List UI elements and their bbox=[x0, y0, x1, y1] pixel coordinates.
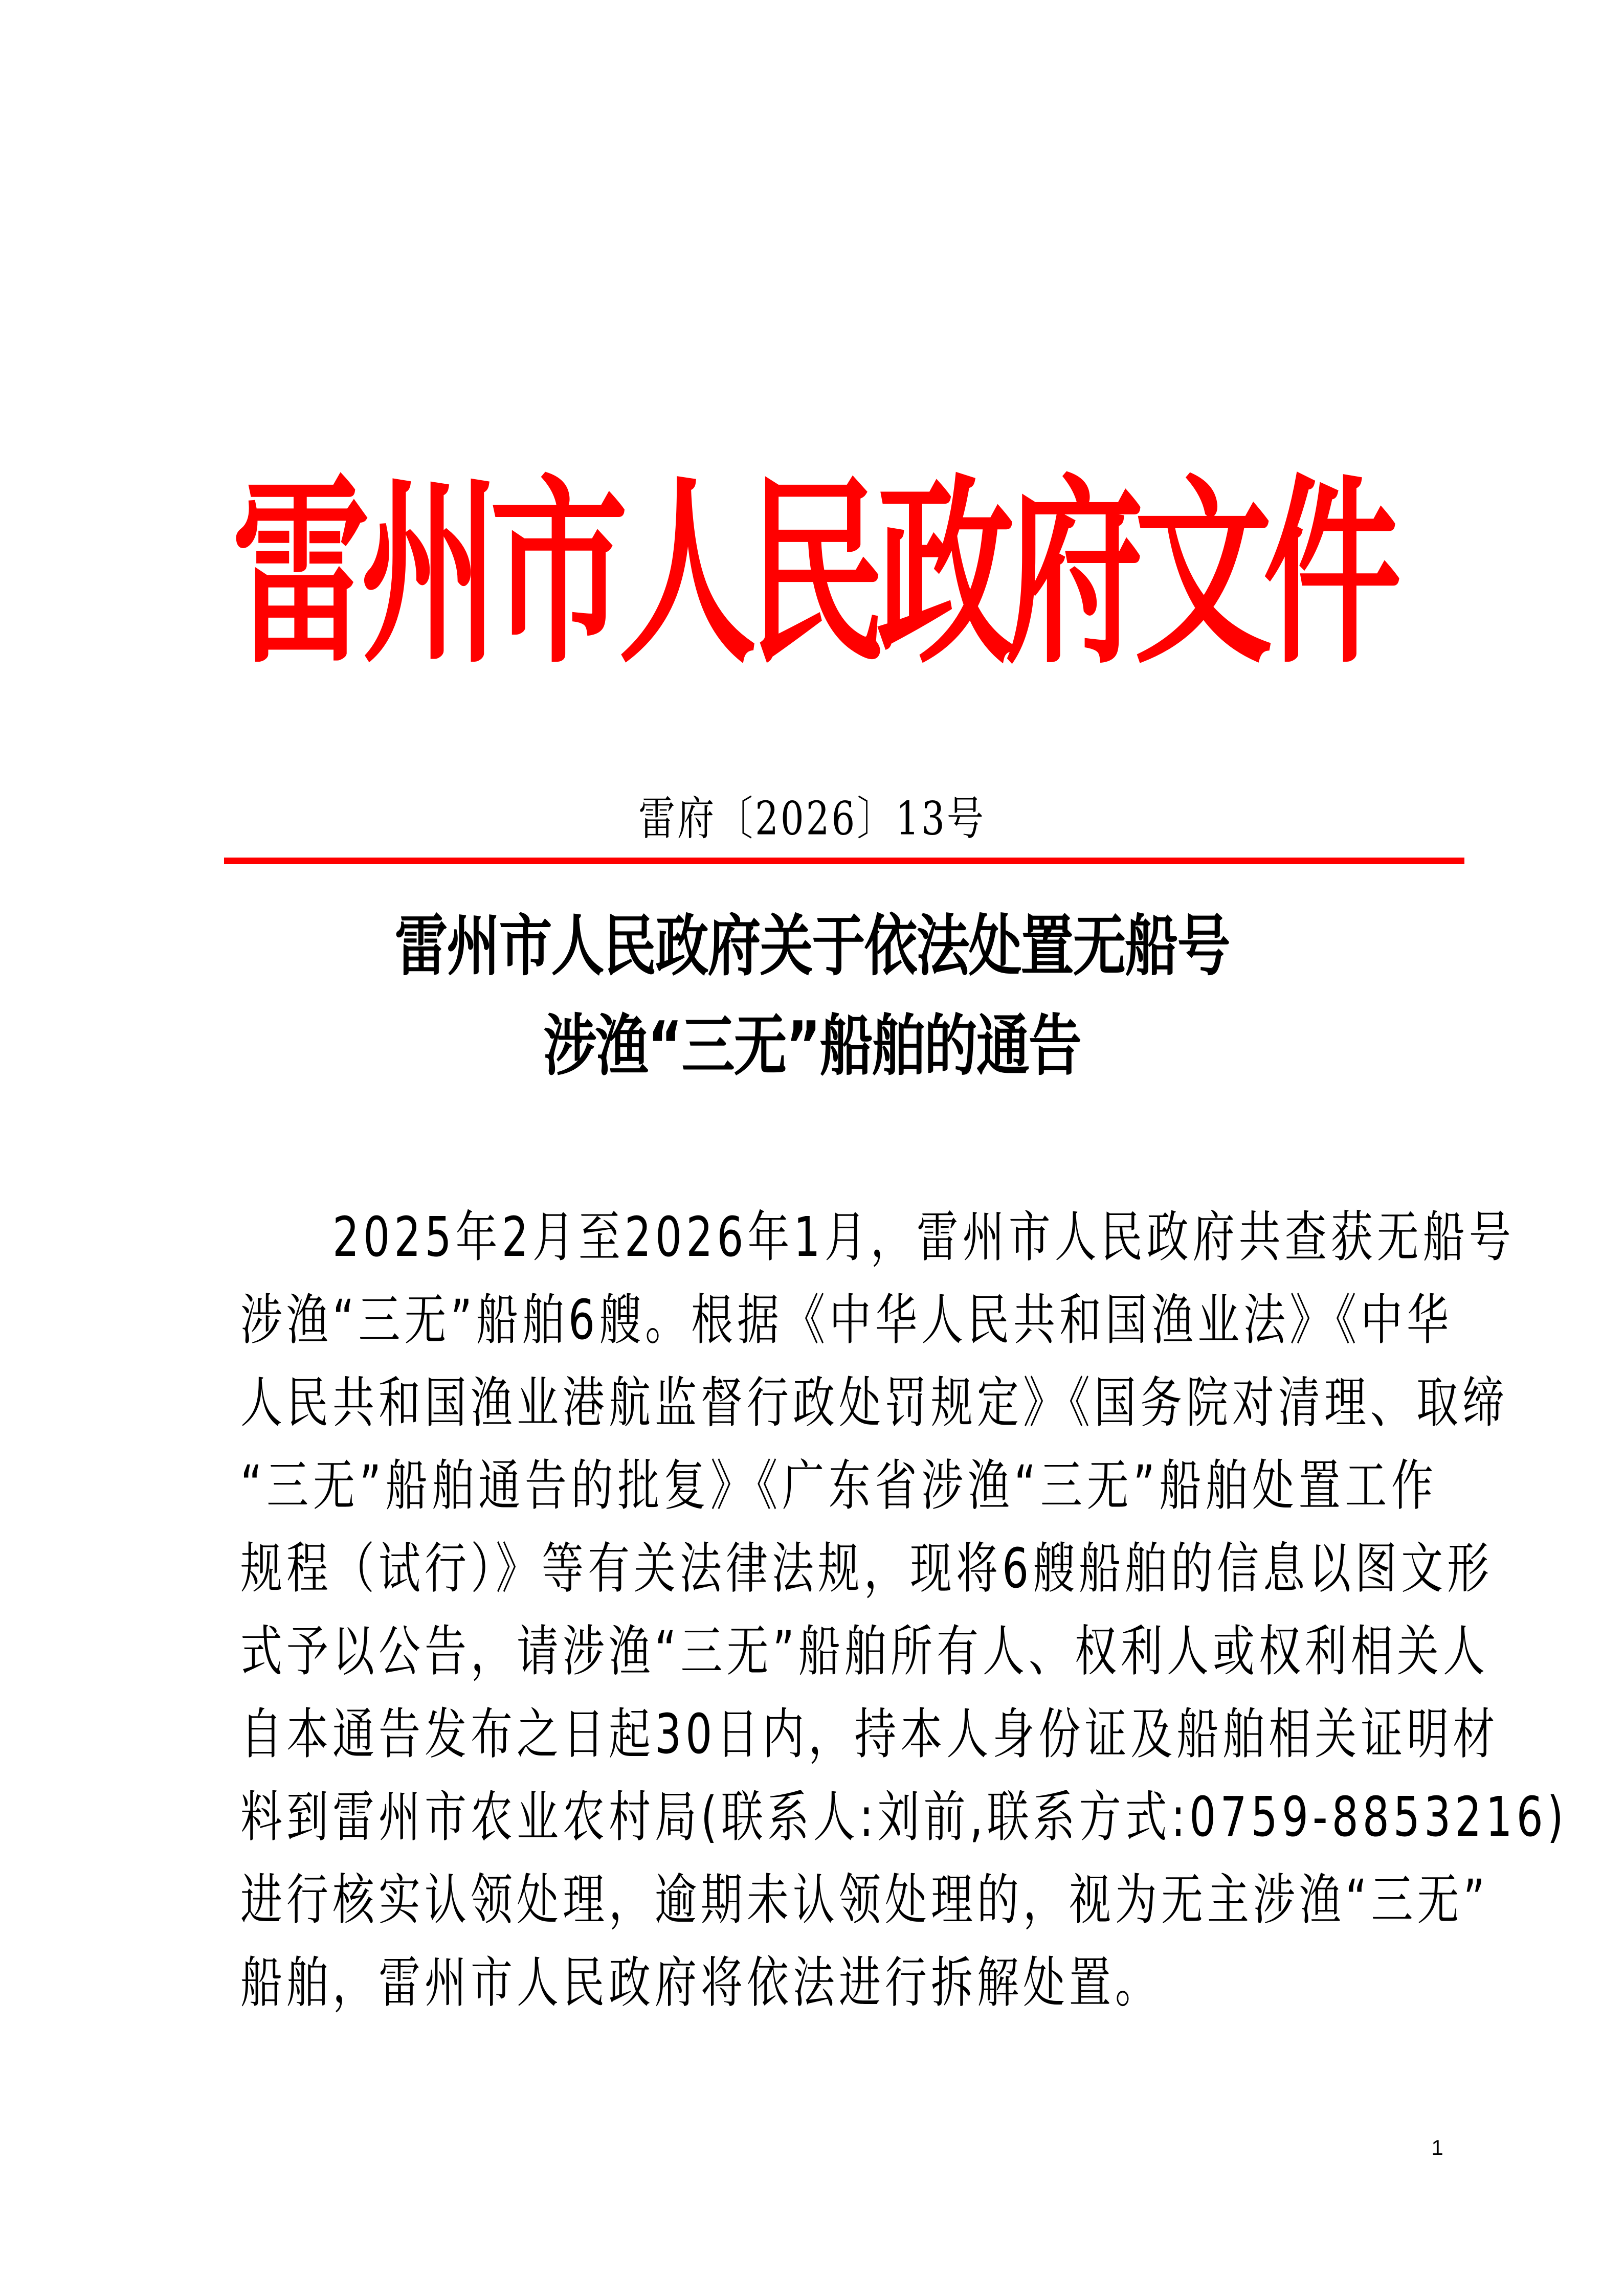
body-line: 式予以公告，请涉渔“三无”船舶所有人、权利人或权利相关人 bbox=[240, 1620, 1489, 1684]
notice-title-line-2: 涉渔“三无”船舶的通告 bbox=[543, 1006, 1081, 1085]
red-header-title: 雷州市人民政府文件 bbox=[232, 455, 1392, 691]
body-line: 涉渔“三无”船舶6艘。根据《中华人民共和国渔业法》《中华 bbox=[240, 1289, 1453, 1353]
body-line: 2025年2月至2026年1月，雷州市人民政府共查获无船号 bbox=[332, 1206, 1515, 1270]
page-number: 1 bbox=[1431, 2135, 1443, 2159]
red-divider-rule bbox=[224, 858, 1464, 864]
body-line: 自本通告发布之日起30日内，持本人身份证及船舶相关证明材 bbox=[240, 1703, 1499, 1767]
body-line: 进行核实认领处理，逾期未认领处理的，视为无主涉渔“三无” bbox=[240, 1869, 1489, 1932]
body-line: 船舶，雷州市人民政府将依法进行拆解处置。 bbox=[240, 1951, 1162, 2015]
body-line: 人民共和国渔业港航监督行政处罚规定》《国务院对清理、取缔 bbox=[240, 1371, 1509, 1435]
document-number: 雷府〔2026〕13号 bbox=[638, 791, 986, 845]
body-line: 规程（试行）》等有关法律法规，现将6艘船舶的信息以图文形 bbox=[240, 1537, 1494, 1601]
body-line-contact: 料到雷州市农业农村局(联系人:刘前,联系方式:0759-8853216) bbox=[240, 1786, 1568, 1850]
body-line: “三无”船舶通告的批复》《广东省涉渔“三无”船舶处置工作 bbox=[240, 1454, 1437, 1518]
notice-title-line-1: 雷州市人民政府关于依法处置无船号 bbox=[394, 907, 1230, 985]
